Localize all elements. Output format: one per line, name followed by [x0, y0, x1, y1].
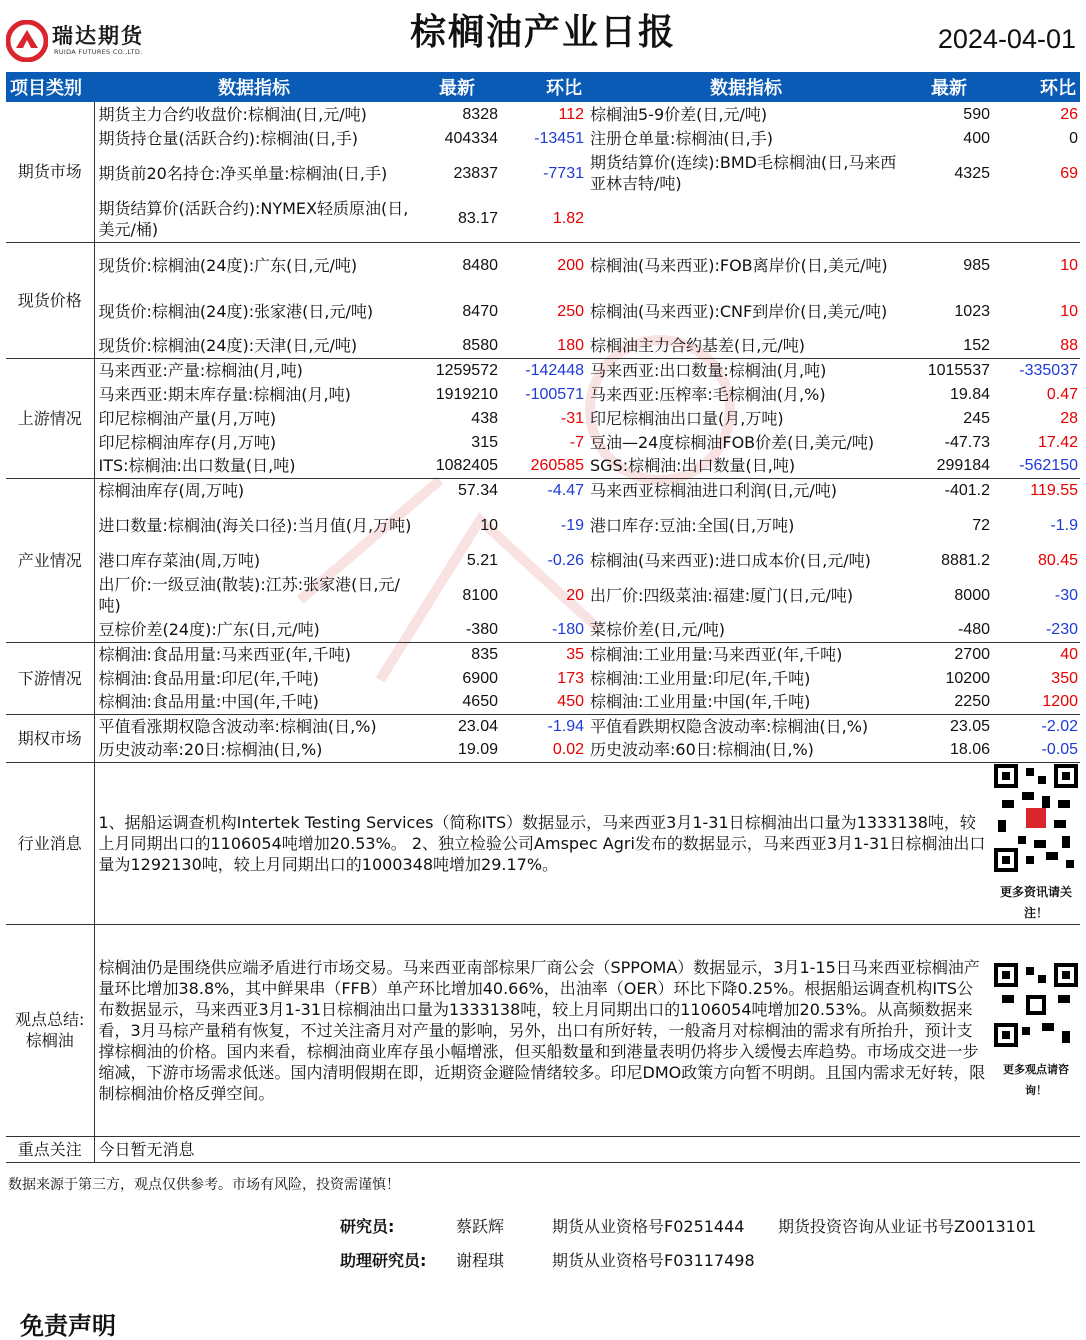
researcher-name: 蔡跃辉: [456, 1217, 505, 1236]
indicator-name-right: 印尼棕榈油出口量(月,万吨): [590, 408, 784, 428]
indicator-name-right: 棕榈油(马来西亚):CNF到岸价(日,美元/吨): [590, 301, 888, 321]
latest-value-left: 8480: [462, 256, 498, 274]
latest-value-left: 8470: [462, 302, 498, 320]
indicator-name-right: 历史波动率:60日:棕榈油(日,%): [586, 738, 906, 762]
latest-value-left: 23837: [453, 164, 498, 182]
change-value-right: 0: [1069, 129, 1078, 147]
indicator-name-left: 棕榈油:食品用量:中国(年,千吨): [94, 690, 414, 714]
latest-value-right: 245: [963, 409, 990, 427]
table-row: [6, 334, 1080, 358]
assistant-role: 助理研究员:: [340, 1251, 427, 1270]
indicator-name-right: 菜棕价差(日,元/吨): [586, 618, 906, 642]
indicator-name-left: 进口数量:棕榈油(海关口径):当月值(月,万吨): [98, 515, 412, 535]
indicator-name-right: 棕榈油主力合约基差(日,元/吨): [586, 334, 906, 358]
latest-value-right: -401.2: [944, 481, 990, 499]
focus-text: 今日暂无消息: [94, 1136, 1080, 1162]
latest-value-right: 8881.2: [941, 551, 990, 569]
report-header: [0, 0, 1086, 66]
table-row: [6, 242, 1080, 288]
change-value-left: 1.82: [500, 196, 586, 242]
latest-value-left: 19.09: [414, 738, 500, 762]
indicator-name-left: 印尼棕榈油产量(月,万吨): [98, 408, 277, 428]
indicator-name-right: 棕榈油(马来西亚):FOB离岸价(日,美元/吨): [590, 255, 888, 275]
change-value-right: 10: [1060, 256, 1078, 274]
latest-value-right: [906, 196, 992, 242]
focus-label: 重点关注: [6, 1136, 94, 1162]
latest-value-right: -47.73: [944, 433, 990, 451]
change-value-left: 450: [500, 690, 586, 714]
col-header-latest-left: 最新: [414, 72, 500, 102]
indicator-name-left: 期货持仓量(活跃合约):棕榈油(日,手): [98, 128, 358, 148]
indicator-name-left: 现货价:棕榈油(24度):广东(日,元/吨): [98, 255, 358, 275]
data-source-note: 数据来源于第三方，观点仅供参考。市场有风险，投资需谨慎！: [8, 1177, 400, 1193]
latest-value-left: 5.21: [466, 551, 498, 569]
col-header-latest-right: 最新: [906, 72, 992, 102]
change-value-right: 1200: [992, 690, 1080, 714]
indicator-name-left: 棕榈油:食品用量:马来西亚(年,千吨): [98, 644, 351, 664]
change-value-left: 260585: [500, 454, 586, 478]
category-cell: 下游情况: [6, 642, 94, 714]
change-value-left: -0.26: [547, 551, 584, 569]
change-value-right: -1.9: [1050, 516, 1078, 534]
change-value-right: 0.47: [1046, 385, 1078, 403]
report-title: 棕榈油产业日报: [409, 12, 676, 53]
table-row: [6, 618, 1080, 642]
col-header-change-right: 环比: [992, 72, 1080, 102]
category-cell: 产业情况: [6, 478, 94, 642]
indicator-name-left: 历史波动率:20日:棕榈油(日,%): [94, 738, 414, 762]
change-value-right: 350: [1051, 669, 1078, 687]
indicator-name-right: 注册仓单量:棕榈油(日,手): [590, 128, 773, 148]
change-value-right: -0.05: [992, 738, 1080, 762]
category-cell: 期权市场: [6, 714, 94, 762]
change-value-left: -1.94: [547, 717, 584, 735]
change-value-left: 180: [500, 334, 586, 358]
latest-value-left: 835: [471, 645, 498, 663]
indicator-name-right: [586, 196, 906, 242]
change-value-right: 80.45: [1037, 551, 1078, 569]
disclaimer-heading: 免责声明: [20, 1312, 116, 1340]
indicator-name-left: 棕榈油库存(周,万吨): [98, 480, 245, 500]
view-text: 棕榈油仍是围绕供应端矛盾进行市场交易。马来西亚南部棕果厂商公会（SPPOMA）数据显示，3月1-15日马来西亚棕榈油产量环比增加38.8%，其中鲜果串（FFB）单产环比增加40.66%，出油率（OER）环比下降0.25%。根据船运调查机构ITS公布数据显示，马来西亚3月1-31日棕榈油出口量为1333138吨，较上月同期出口的1106054吨增加20.53%。从高频数据来看，3月马棕产量稍有恢复，不过关注斋月对产量的影响，另外，出口有所好转，一般斋月对棕榈油的需求有所抬升，预计支撑棕榈油的价格。国内来看，棕榈油商业库存虽小幅增涨，但买船数量和到港量表明仍将步入缓慢去库趋势。市场成交进一步缩减，下游市场需求低迷。国内清明假期在即，近期资金避险情绪较多。印尼DMO政策方向暂不明朗。且国内需求无好转，限制棕榈油价格反弹空间。: [94, 924, 992, 1136]
change-value-left: -4.47: [547, 481, 584, 499]
news-label: 行业消息: [6, 762, 94, 924]
table-row: [6, 150, 1080, 196]
latest-value-right: 2700: [954, 645, 990, 663]
change-value-left: 20: [566, 586, 584, 604]
change-value-right: -2.02: [1041, 717, 1078, 735]
indicator-name-right: 棕榈油(马来西亚):进口成本价(日,元/吨): [590, 550, 871, 570]
latest-value-right: -480: [906, 618, 992, 642]
change-value-right: 88: [992, 334, 1080, 358]
change-value-left: -100571: [525, 385, 584, 403]
category-cell: 现货价格: [6, 242, 94, 358]
latest-value-left: 1919210: [435, 385, 498, 403]
change-value-right: 17.42: [1037, 433, 1078, 451]
indicator-name-left: ITS:棕榈油:出口数量(日,吨): [94, 454, 414, 478]
col-header-change-left: 环比: [500, 72, 586, 102]
change-value-right: -562150: [992, 454, 1080, 478]
table-row: [6, 196, 1080, 242]
latest-value-right: 1023: [954, 302, 990, 320]
latest-value-left: 6900: [462, 669, 498, 687]
latest-value-left: 57.34: [457, 481, 498, 499]
latest-value-right: 299184: [906, 454, 992, 478]
latest-value-left: 4650: [414, 690, 500, 714]
latest-value-right: 23.05: [949, 717, 990, 735]
category-cell: 上游情况: [6, 358, 94, 478]
news-row: [6, 762, 1080, 924]
report-date: 2024-04-01: [937, 24, 1076, 54]
change-value-left: 250: [557, 302, 584, 320]
latest-value-left: 1259572: [435, 361, 498, 379]
indicator-name-left: 出厂价:一级豆油(散装):江苏:张家港(日,元/吨): [98, 575, 400, 615]
change-value-right: -30: [1054, 586, 1078, 604]
table-row: [6, 690, 1080, 714]
change-value-left: 173: [557, 669, 584, 687]
latest-value-left: 1082405: [414, 454, 500, 478]
indicator-name-right: 港口库存:豆油:全国(日,万吨): [590, 515, 795, 535]
researcher-line: [340, 1214, 1036, 1237]
latest-value-right: 2250: [906, 690, 992, 714]
indicator-name-right: 棕榈油5-9价差(日,元/吨): [590, 104, 768, 124]
latest-value-right: 985: [963, 256, 990, 274]
change-value-left: -7: [569, 433, 584, 451]
indicator-name-right: 棕榈油:工业用量:马来西亚(年,千吨): [590, 644, 843, 664]
latest-value-left: 315: [471, 433, 498, 451]
latest-value-right: 400: [963, 129, 990, 147]
focus-row: [6, 1136, 1080, 1162]
change-value-right: -335037: [1019, 361, 1078, 379]
table-row: [6, 126, 1080, 150]
table-row: [6, 430, 1080, 454]
change-value-right: [992, 196, 1080, 242]
indicator-name-left: 期货结算价(活跃合约):NYMEX轻质原油(日,美元/桶): [94, 196, 414, 242]
assistant-line: [340, 1248, 778, 1271]
change-value-left: -31: [560, 409, 584, 427]
change-value-right: 40: [1060, 645, 1078, 663]
data-table: [6, 72, 1080, 1163]
company-name-en: RUIDA FUTURES CO.,LTD.: [54, 48, 143, 56]
latest-value-right: 152: [906, 334, 992, 358]
latest-value-right: 10200: [945, 669, 990, 687]
indicator-name-left: 棕榈油:食品用量:印尼(年,千吨): [98, 668, 319, 688]
company-name-cn: 瑞达期货: [52, 24, 144, 48]
change-value-right: 69: [1060, 164, 1078, 182]
indicator-name-right: 豆油—24度棕榈油FOB价差(日,美元/吨): [590, 432, 875, 452]
table-row: [6, 714, 1080, 738]
category-cell: 期货市场: [6, 102, 94, 242]
change-value-right: 26: [1060, 105, 1078, 123]
table-row: [6, 642, 1080, 666]
latest-value-left: 8328: [462, 105, 498, 123]
latest-value-right: 18.06: [906, 738, 992, 762]
table-row: [6, 548, 1080, 572]
latest-value-left: 8100: [462, 586, 498, 604]
indicator-name-left: 马来西亚:期末库存量:棕榈油(月,吨): [98, 384, 351, 404]
indicator-name-left: 马来西亚:产量:棕榈油(月,吨): [98, 360, 303, 380]
latest-value-left: 10: [480, 516, 498, 534]
indicator-name-left: 现货价:棕榈油(24度):张家港(日,元/吨): [98, 301, 374, 321]
indicator-name-left: 平值看涨期权隐含波动率:棕榈油(日,%): [98, 716, 377, 736]
col-header-indicator-left: 数据指标: [94, 72, 414, 102]
latest-value-left: 23.04: [457, 717, 498, 735]
view-label: [6, 924, 94, 1136]
news-qr-caption: 更多资讯请关注！: [999, 884, 1072, 920]
indicator-name-right: 马来西亚:出口数量:棕榈油(月,吨): [590, 360, 827, 380]
indicator-name-right: 马来西亚棕榈油进口利润(日,元/吨): [590, 480, 837, 500]
indicator-name-right: 棕榈油:工业用量:印尼(年,千吨): [590, 668, 811, 688]
table-row: [6, 478, 1080, 502]
latest-value-right: 1015537: [927, 361, 990, 379]
latest-value-left: 8580: [414, 334, 500, 358]
latest-value-left: -380: [414, 618, 500, 642]
indicator-name-left: 印尼棕榈油库存(月,万吨): [98, 432, 277, 452]
change-value-right: 119.55: [1030, 481, 1078, 499]
change-value-left: -142448: [525, 361, 584, 379]
latest-value-left: 438: [471, 409, 498, 427]
indicator-name-right: SGS:棕榈油:出口数量(日,吨): [586, 454, 906, 478]
indicator-name-left: 现货价:棕榈油(24度):天津(日,元/吨): [94, 334, 414, 358]
change-value-left: -13451: [534, 129, 584, 147]
change-value-right: 28: [1060, 409, 1078, 427]
indicator-name-left: 豆棕价差(24度):广东(日,元/吨): [94, 618, 414, 642]
table-row: [6, 572, 1080, 618]
table-row: [6, 358, 1080, 382]
researcher-license-2: 期货投资咨询从业证书号Z0013101: [778, 1217, 1037, 1236]
assistant-license-1: 期货从业资格号F03117498: [552, 1251, 755, 1270]
view-row: [6, 924, 1080, 1136]
latest-value-right: 19.84: [949, 385, 990, 403]
change-value-right: 10: [1060, 302, 1078, 320]
indicator-name-right: 期货结算价(连续):BMD毛棕榈油(日,马来西亚林吉特/吨): [590, 153, 897, 193]
latest-value-left: 83.17: [414, 196, 500, 242]
latest-value-right: 4325: [954, 164, 990, 182]
view-qr-caption: 更多观点请咨询！: [1003, 1062, 1069, 1097]
news-text: 1、据船运调查机构Intertek Testing Services（简称ITS）数据显示，马来西亚3月1-31日棕榈油出口量为1333138吨，较上月同期出口的1106054吨增加20.53%。 2、独立检验公司Amspec Agri发布的数据显示，马来西亚3月1-31日棕榈油出口量为1292130吨，较上月同期出口的1000348吨增加29.17%。: [94, 762, 992, 924]
change-value-left: 200: [557, 256, 584, 274]
table-row: [6, 502, 1080, 548]
indicator-name-left: 期货前20名持仓:净买单量:棕榈油(日,手): [98, 163, 388, 183]
latest-value-left: 404334: [444, 129, 498, 147]
text-sections: [6, 762, 1080, 1162]
view-qr-cell: [992, 924, 1080, 1136]
col-header-indicator-right: 数据指标: [586, 72, 906, 102]
latest-value-right: 8000: [954, 586, 990, 604]
table-row: [6, 454, 1080, 478]
news-qr-cell: [992, 762, 1080, 924]
indicator-name-right: 出厂价:四级菜油:福建:厦门(日,元/吨): [590, 585, 854, 605]
table-row: [6, 406, 1080, 430]
view-label-line1: 观点总结:: [15, 1010, 85, 1029]
indicator-name-right: 平值看跌期权隐含波动率:棕榈油(日,%): [590, 716, 869, 736]
change-value-left: 0.02: [500, 738, 586, 762]
change-value-left: -19: [560, 516, 584, 534]
col-header-category: 项目类别: [6, 72, 94, 102]
table-row: [6, 382, 1080, 406]
qr-code-icon: [994, 763, 1078, 873]
table-header-row: [6, 72, 1080, 102]
table-body: [6, 102, 1080, 762]
indicator-name-left: 港口库存菜油(周,万吨): [98, 550, 261, 570]
view-label-line2: 棕榈油: [25, 1031, 74, 1050]
table-row: [6, 738, 1080, 762]
indicator-name-left: 期货主力合约收盘价:棕榈油(日,元/吨): [98, 104, 367, 124]
table-row: [6, 666, 1080, 690]
change-value-left: -180: [500, 618, 586, 642]
latest-value-right: 72: [972, 516, 990, 534]
change-value-left: -7731: [543, 164, 584, 182]
wechat-qr-code-icon: [994, 960, 1078, 1050]
change-value-left: 112: [558, 105, 584, 123]
indicator-name-right: 棕榈油:工业用量:中国(年,千吨): [586, 690, 906, 714]
change-value-right: -230: [992, 618, 1080, 642]
indicator-name-right: 马来西亚:压榨率:毛棕榈油(月,%): [590, 384, 826, 404]
latest-value-right: 590: [963, 105, 990, 123]
researcher-role: 研究员:: [340, 1217, 395, 1236]
researcher-license-1: 期货从业资格号F0251444: [552, 1217, 745, 1236]
change-value-left: 35: [566, 645, 584, 663]
table-row: [6, 288, 1080, 334]
assistant-name: 谢程琪: [456, 1251, 505, 1270]
table-row: [6, 102, 1080, 126]
